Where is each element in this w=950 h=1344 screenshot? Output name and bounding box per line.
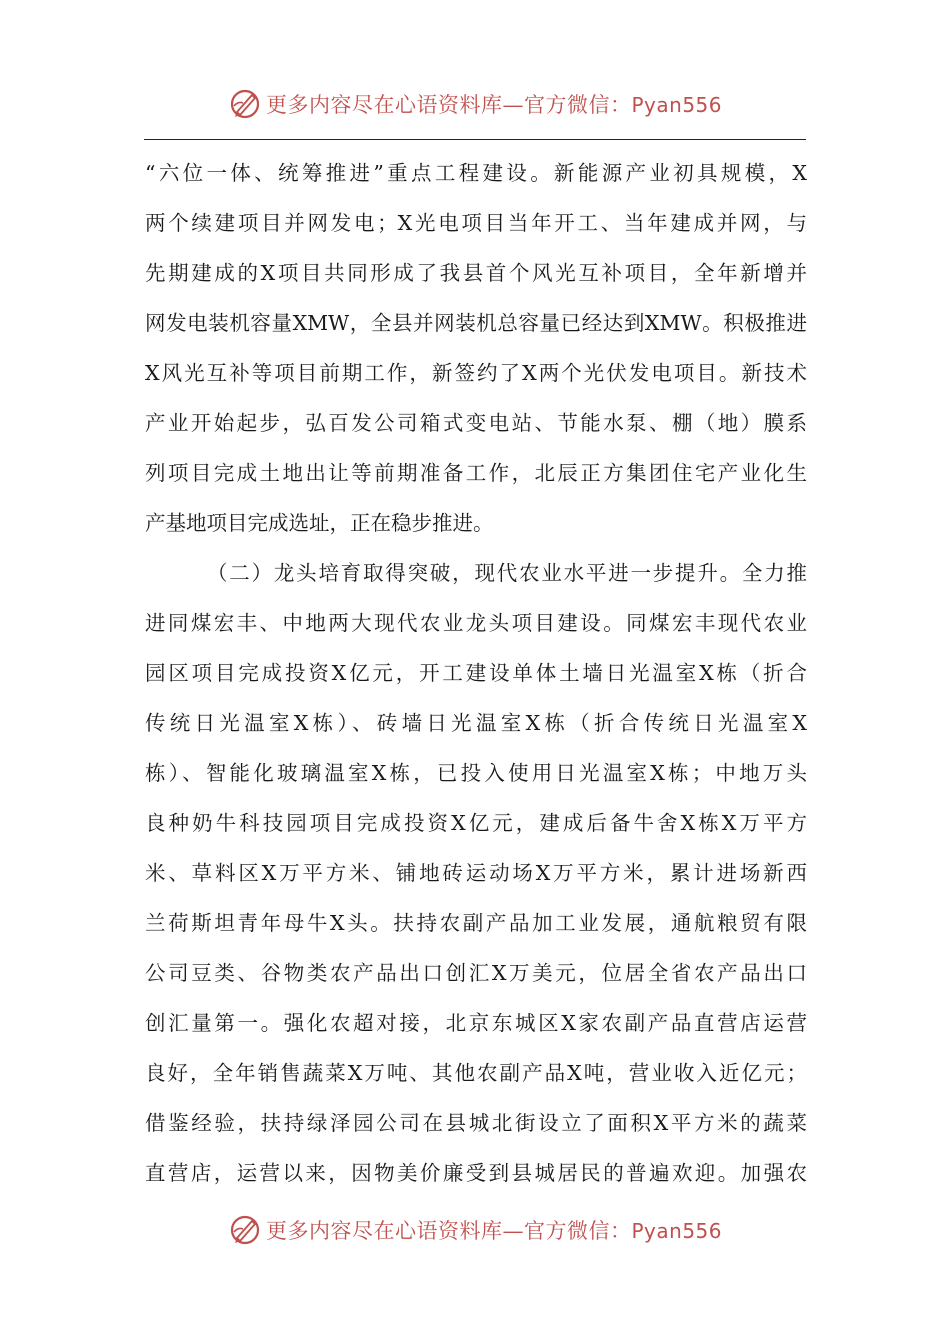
footer-wechat-label: 官方微信： <box>523 1219 632 1243</box>
body-line: 米、草料区X万平方米、铺地砖运动场X万平方米，累计进场新西 <box>145 861 807 885</box>
body-line: 园区项目完成投资X亿元，开工建设单体土墙日光温室X栋（折合 <box>145 661 807 685</box>
body-line: 先期建成的X项目共同形成了我县首个风光互补项目，全年新增并 <box>145 261 807 285</box>
header-wechat-id: Pyan556 <box>631 93 722 117</box>
pen-logo-icon <box>228 1213 262 1247</box>
body-line: 产业开始起步，弘百发公司箱式变电站、节能水泵、棚（地）膜系 <box>145 411 807 435</box>
header-site-name: 更多内容尽在心语资料库 <box>265 93 503 117</box>
pen-logo-icon <box>228 87 262 121</box>
body-line: 栋）、智能化玻璃温室X栋，已投入使用日光温室X栋；中地万头 <box>145 761 807 785</box>
body-line: 两个续建项目并网发电；X光电项目当年开工、当年建成并网，与 <box>145 211 807 235</box>
body-line: 直营店，运营以来，因物美价廉受到县城居民的普遍欢迎。加强农 <box>145 1161 807 1185</box>
footer-dash: — <box>502 1219 524 1243</box>
header-wechat-label: 官方微信： <box>523 93 632 117</box>
footer-site-name: 更多内容尽在心语资料库 <box>265 1219 503 1243</box>
footer-wechat-id: Pyan556 <box>631 1219 722 1243</box>
section-heading-line: （二）龙头培育取得突破，现代农业水平进一步提升。全力推 <box>207 561 807 585</box>
header-dash: — <box>502 93 524 117</box>
header-divider <box>144 139 806 140</box>
body-line: X风光互补等项目前期工作，新签约了X两个光伏发电项目。新技术 <box>145 361 807 385</box>
body-line: 传统日光温室X栋）、砖墙日光温室X栋（折合传统日光温室X <box>145 711 807 735</box>
body-line: “六位一体、统筹推进”重点工程建设。新能源产业初具规模，X <box>145 161 807 185</box>
body-line: 公司豆类、谷物类农产品出口创汇X万美元，位居全省农产品出口 <box>145 961 807 985</box>
body-line: 兰荷斯坦青年母牛X头。扶持农副产品加工业发展，通航粮贸有限 <box>145 911 807 935</box>
body-line: 借鉴经验，扶持绿泽园公司在县城北街设立了面积X平方米的蔬菜 <box>145 1111 807 1135</box>
body-line: 列项目完成土地出让等前期准备工作，北辰正方集团住宅产业化生 <box>145 461 807 485</box>
body-line: 良好，全年销售蔬菜X万吨、其他农副产品X吨，营业收入近亿元； <box>145 1061 807 1085</box>
page-header-banner <box>0 82 950 126</box>
body-line: 产基地项目完成选址，正在稳步推进。 <box>145 511 494 535</box>
body-line: 良种奶牛科技园项目完成投资X亿元，建成后备牛舍X栋X万平方 <box>145 811 807 835</box>
document-body <box>145 148 807 1198</box>
page-footer-banner <box>0 1208 950 1252</box>
body-line: 网发电装机容量XMW，全县并网装机总容量已经达到XMW。积极推进 <box>145 311 807 335</box>
body-line: 进同煤宏丰、中地两大现代农业龙头项目建设。同煤宏丰现代农业 <box>145 611 807 635</box>
body-line: 创汇量第一。强化农超对接，北京东城区X家农副产品直营店运营 <box>145 1011 807 1035</box>
